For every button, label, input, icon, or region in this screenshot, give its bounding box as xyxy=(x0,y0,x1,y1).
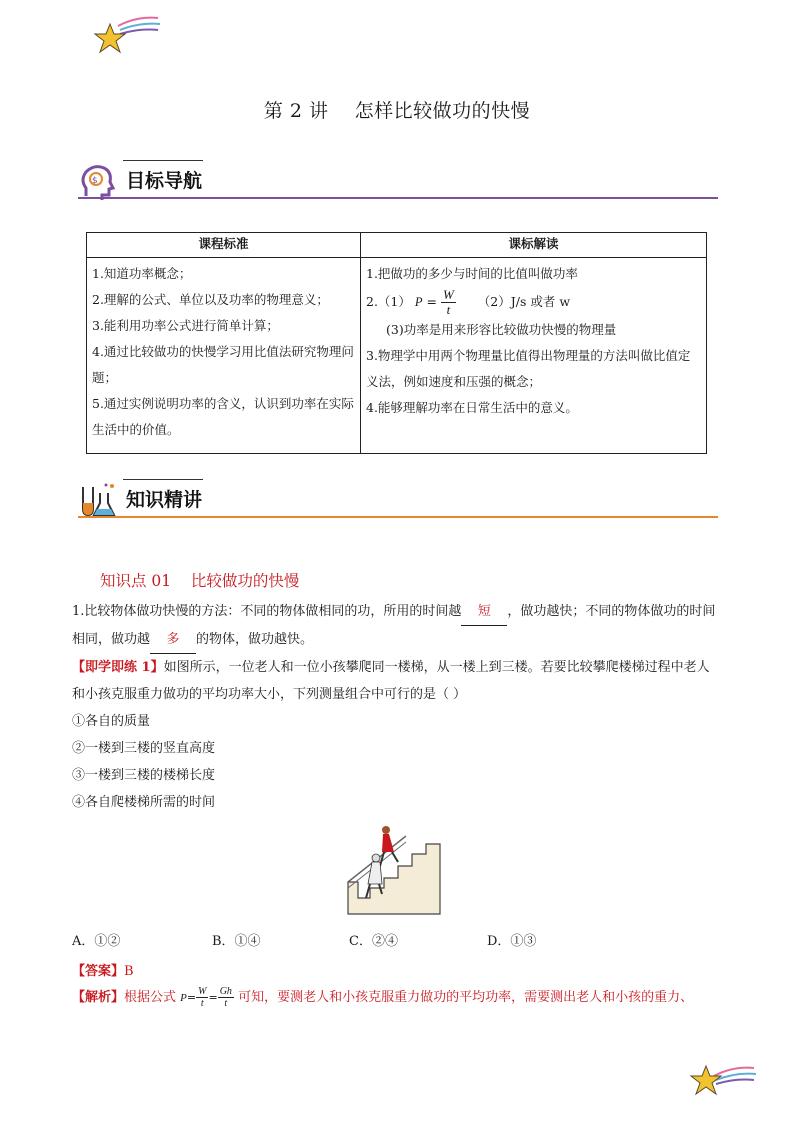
stairs-illustration xyxy=(346,822,446,917)
head-brain-icon xyxy=(78,162,118,202)
fraction-denominator: t xyxy=(446,302,451,317)
list-item: 3.物理学中用两个物理量比值得出物理量的方法叫做比值定义法，例如速度和压强的概念； xyxy=(366,348,691,389)
formula-symbol: P xyxy=(414,295,423,309)
text-span: 1.比较物体做功快慢的方法：不同的物体做相同的功，所用的时间越 xyxy=(72,604,462,619)
analysis-line xyxy=(72,986,732,1009)
formula-fraction-w-t xyxy=(196,986,208,1009)
shooting-star-icon xyxy=(92,14,162,59)
text-span: 的物体，做功越快。 xyxy=(196,632,314,647)
answer-tag: 【答案】 xyxy=(72,964,125,979)
list-item: 2.理解的公式、单位以及功率的物理意义； xyxy=(92,292,329,307)
list-item: ④各自爬楼梯所需的时间 xyxy=(72,795,216,810)
exercise-tag: 【即学即练 1】 xyxy=(72,660,164,675)
item-prefix: 2.（1） xyxy=(366,294,411,309)
list-item: 5.通过实例说明功率的含义，认识到功率在实际生活中的价值。 xyxy=(92,396,354,437)
standards-table xyxy=(86,232,707,454)
shooting-star-icon xyxy=(688,1056,758,1101)
section-title: 目标导航 xyxy=(126,170,203,192)
option-d: D．①③ xyxy=(487,934,537,949)
fraction-numerator: Gh xyxy=(219,986,232,997)
table-cell-interpretation xyxy=(361,258,707,454)
flask-icon xyxy=(78,481,118,521)
fraction-denominator: t xyxy=(200,998,204,1009)
formula-equals: = xyxy=(208,991,218,1004)
formula-equals: = xyxy=(426,294,437,309)
answer-line xyxy=(72,960,134,979)
list-item: 4.通过比较做功的快慢学习用比值法研究物理问题； xyxy=(92,344,354,385)
option-c: C．②④ xyxy=(349,934,398,949)
power-formula-fraction xyxy=(441,288,456,317)
text-span: ，做功越快；不同的物体做功的时间相同，做功越 xyxy=(72,604,716,647)
header-top-rule xyxy=(123,479,203,480)
section-rule xyxy=(78,516,718,518)
list-item: 1.知道功率概念； xyxy=(92,266,192,281)
table-row xyxy=(87,258,707,454)
fraction-numerator: W xyxy=(442,287,454,302)
answer-blank: 多 xyxy=(150,626,196,654)
table-header: 课程标准 xyxy=(87,233,361,258)
header-top-rule xyxy=(123,160,203,161)
page-title: 第 2 讲 怎样比较做功的快慢 xyxy=(263,100,531,122)
option-a: A．①② xyxy=(72,934,121,949)
list-item: 1.把做功的多少与时间的比值叫做功率 xyxy=(366,266,578,281)
table-header: 课标解读 xyxy=(361,233,707,258)
fraction-numerator: W xyxy=(198,986,207,997)
section-title: 知识精讲 xyxy=(126,489,203,511)
list-item: ②一楼到三楼的竖直高度 xyxy=(72,741,216,756)
analysis-text: 根据公式 xyxy=(124,990,177,1005)
list-item xyxy=(366,287,701,317)
exercise-items xyxy=(72,708,722,816)
list-item: ①各自的质量 xyxy=(72,714,151,729)
table-header-row xyxy=(87,233,707,258)
question-text: 如图所示，一位老人和一位小孩攀爬同一楼梯，从一楼上到三楼。若要比较攀爬楼梯过程中老人和小孩克服重力做功的平均功率大小，下列测量组合中可行的是（ ） xyxy=(72,660,710,702)
svg-text:$: $ xyxy=(92,176,98,186)
list-item: ③一楼到三楼的楼梯长度 xyxy=(72,768,216,783)
formula-symbol: P xyxy=(180,992,187,1004)
answer-value: B xyxy=(124,964,134,979)
list-item: 4.能够理解功率在日常生活中的意义。 xyxy=(366,400,578,415)
section-header-goal xyxy=(78,160,718,204)
fraction-denominator: t xyxy=(224,998,228,1009)
table-cell-standards xyxy=(87,258,361,454)
exercise-question xyxy=(72,654,722,708)
section-header-knowledge xyxy=(78,479,718,523)
option-b: B．①④ xyxy=(212,934,261,949)
answer-blank: 短 xyxy=(461,598,507,626)
item-suffix: （2）J/s 或者 w xyxy=(477,294,571,309)
section-rule xyxy=(78,197,718,199)
analysis-text: 可知，要测老人和小孩克服重力做功的平均功率，需要测出老人和小孩的重力、 xyxy=(238,990,694,1005)
list-item: (3)功率是用来形容比较做功快慢的物理量 xyxy=(386,322,617,337)
knowledge-point-title: 知识点 01 比较做功的快慢 xyxy=(100,572,300,590)
list-item: 3.能利用功率公式进行简单计算； xyxy=(92,318,279,333)
formula-fraction-gh-t xyxy=(218,986,234,1009)
formula-equals: = xyxy=(186,991,197,1004)
analysis-tag: 【解析】 xyxy=(72,990,125,1005)
knowledge-paragraph xyxy=(72,598,722,654)
